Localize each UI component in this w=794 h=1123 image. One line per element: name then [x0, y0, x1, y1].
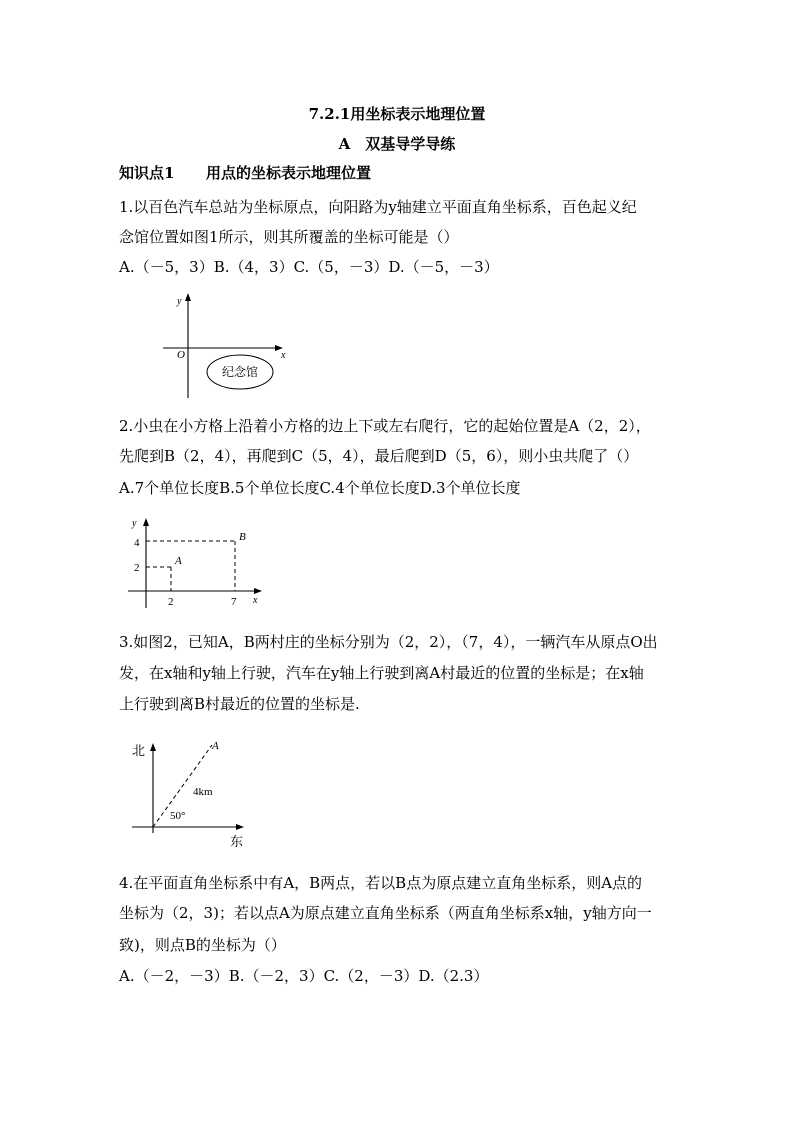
- q2-point-a-label: A: [175, 555, 182, 567]
- q2-point-b-label: B: [239, 531, 246, 543]
- q3-north-arrow: [150, 743, 156, 751]
- page-subtitle: A 双基导学导练: [338, 135, 456, 153]
- q2-y-arrow: [143, 518, 149, 526]
- q2-tick-x-2: 2: [168, 596, 174, 608]
- q3-north-label: 北: [132, 743, 146, 758]
- q3-distance-label: 4km: [193, 786, 213, 798]
- q1-y-label: y: [177, 296, 182, 307]
- q4-line-3: 致)，则点B的坐标为（）: [119, 936, 286, 954]
- page-title: 7.2.1用坐标表示地理位置: [308, 105, 486, 123]
- q4-options: A.（－2，－3）B.（－2，3）C.（2，－3）D.（2.3）: [119, 967, 489, 985]
- q2-y-label: y: [132, 518, 137, 529]
- q1-line-2: 念馆位置如图1所示，则其所覆盖的坐标可能是（）: [119, 228, 459, 246]
- q1-origin-label: O: [177, 349, 185, 361]
- q2-tick-x-7: 7: [231, 596, 237, 608]
- q3-east-arrow: [236, 824, 244, 830]
- q2-figure: [118, 512, 273, 612]
- q2-options: A.7个单位长度B.5个单位长度C.4个单位长度D.3个单位长度: [119, 479, 521, 497]
- q2-x-arrow: [254, 588, 262, 594]
- q2-tick-y-4: 4: [134, 537, 140, 549]
- q4-line-1: 4.在平面直角坐标系中有A，B两点，若以B点为原点建立直角坐标系，则A点的: [119, 874, 643, 892]
- q3-figure: [120, 733, 255, 853]
- section-label: 知识点1: [119, 164, 175, 182]
- q1-options: A.（－5，3）B.（4，3）C.（5，－3）D.（－5，－3）: [119, 258, 499, 276]
- q2-x-label: x: [253, 595, 258, 606]
- q4-line-2: 坐标为（2，3)；若以点A为原点建立直角坐标系（两直角坐标系x轴，y轴方向一: [119, 904, 652, 922]
- q3-line-2: 发，在x轴和y轴上行驶，汽车在y轴上行驶到离A村最近的位置的坐标是；在x轴: [119, 664, 644, 682]
- q1-memorial-label: 纪念馆: [221, 365, 259, 379]
- q1-x-label: x: [281, 350, 286, 361]
- q3-point-a-label: A: [212, 740, 219, 752]
- q2-line-1: 2.小虫在小方格上沿着小方格的边上下或左右爬行，它的起始位置是A（2，2），: [119, 417, 651, 435]
- section-title: 用点的坐标表示地理位置: [206, 164, 372, 182]
- q3-line-1: 3.如图2，已知A，B两村庄的坐标分别为（2，2），（7，4），一辆汽车从原点O出: [119, 633, 658, 651]
- q3-line-3: 上行驶到离B村最近的位置的坐标是.: [119, 695, 360, 713]
- q1-y-arrow: [185, 293, 191, 301]
- q2-tick-y-2: 2: [134, 562, 140, 574]
- q3-east-label: 东: [230, 834, 244, 849]
- q1-figure: [155, 288, 300, 403]
- q3-angle-label: 50°: [170, 810, 186, 822]
- q1-line-1: 1.以百色汽车总站为坐标原点，向阳路为y轴建立平面直角坐标系，百色起义纪: [119, 198, 637, 216]
- q2-line-2: 先爬到B（2，4），再爬到C（5，4），最后爬到D（5，6），则小虫共爬了（）: [119, 447, 639, 465]
